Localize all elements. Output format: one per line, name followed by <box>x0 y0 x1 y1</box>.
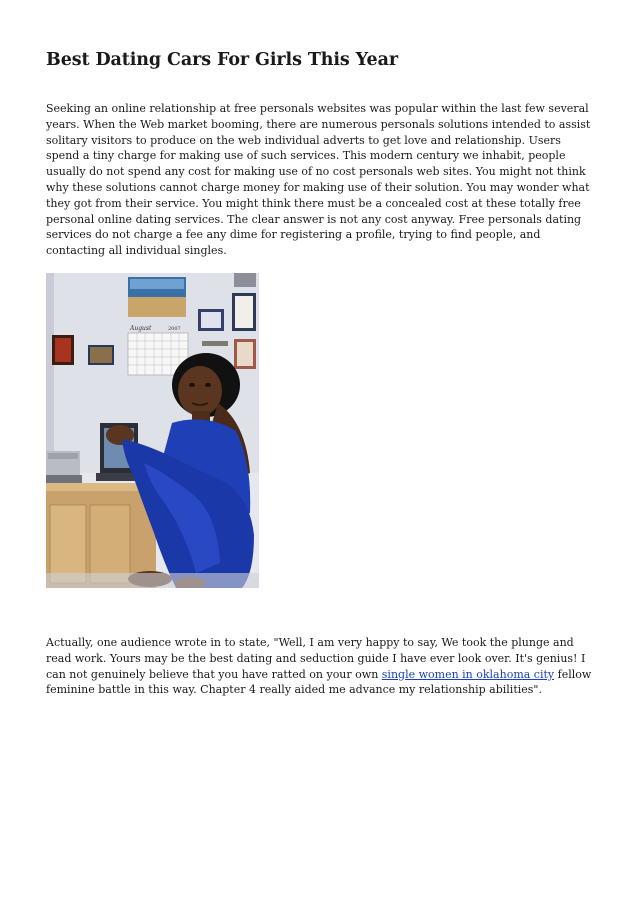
testimonial-paragraph <box>46 635 594 698</box>
testimonial-text-end: fellow feminine battle in this way. Chapter 4 really aided me advance my relationship abilities". <box>46 667 592 697</box>
intro-paragraph: Seeking an online relationship at free personals websites was popular within the last few several years. When the Web market booming, there are numerous personals solutions intended to assist solitary visitors to produce on the web individual adverts to get love and relationship. Users spend a tiny charge for making use of such services. This modern century we inhabit, people usually do not spend any cost for making use of no cost personals web sites. You might not think why these solutions cannot charge money for making use of their solution. You may wonder what they got from their service. You might think there must be a concealed cost at these totally free personal online dating services. The clear answer is not any cost anyway. Free personals dating services do not charge a fee any dime for registering a profile, trying to find people, and contacting all individual singles. <box>46 102 591 258</box>
wall-poster <box>128 277 186 317</box>
svg-text:2007: 2007 <box>168 326 181 332</box>
single-women-link[interactable]: single women in oklahoma city <box>381 667 555 681</box>
profile-photo <box>46 273 259 588</box>
page-title: Best Dating Cars For Girls This Year <box>46 50 398 70</box>
testimonial-text-start: Actually, one audience wrote in to state, "Well, I am very happy to say, We took the plunge and read work. Yours may be the best dating and seduction guide I have ever look over. It's genius! I can not genuinely believe that you have ratted on your own <box>46 636 586 681</box>
svg-text:August: August <box>130 325 152 332</box>
